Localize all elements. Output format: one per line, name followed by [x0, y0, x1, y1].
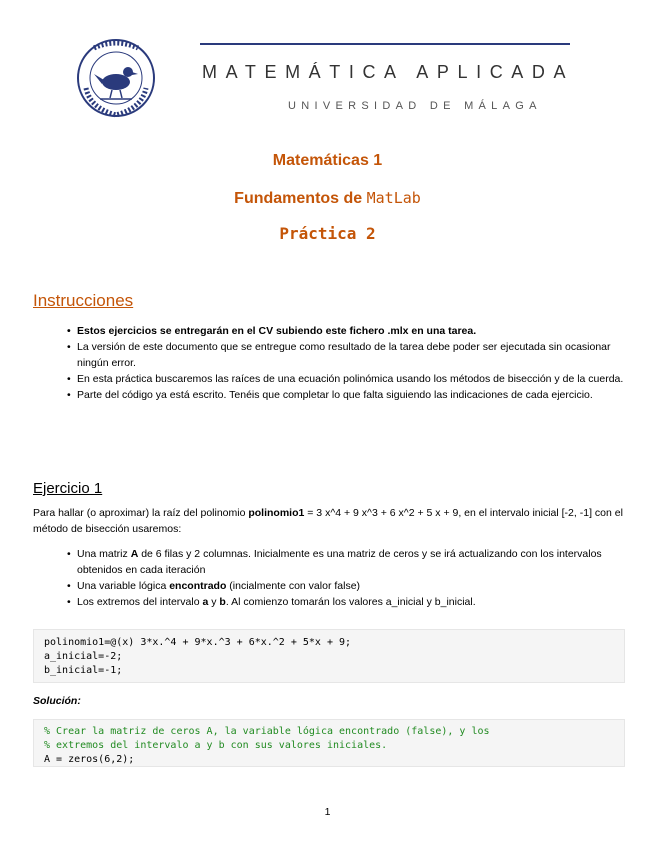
course-title: Matemáticas 1 — [272, 152, 383, 169]
item-bold: encontrado — [169, 580, 227, 592]
code-line: A = zeros(6,2); — [44, 754, 135, 765]
item-text: y — [208, 596, 220, 608]
code-line: b_inicial=-1; — [44, 665, 123, 676]
item-text: (incialmente con valor false) — [226, 580, 361, 592]
ejercicio1-heading: Ejercicio 1 — [33, 480, 103, 497]
university-name: UNIVERSIDAD DE MÁLAGA — [288, 100, 542, 112]
solucion-label: Solución: — [33, 695, 81, 707]
code-comment: % Crear la matriz de ceros A, la variable lógica encontrado (false), y los — [44, 726, 490, 737]
item-text: Una matriz — [77, 548, 131, 560]
list-item: • Parte del código ya está escrito. Tenéis que completar lo que falta siguiendo las indicaciones de cada ejercicio. — [67, 387, 627, 403]
item-bold: a — [202, 596, 209, 608]
subtitle-mono: MatLab — [366, 189, 421, 207]
list-item: • Estos ejercicios se entregarán en el CV subiendo este fichero .mlx en una tarea. — [67, 323, 627, 339]
instrucciones-list — [67, 323, 627, 403]
list-item: • En esta práctica buscaremos las raíces de una ecuación polinómica usando los métodos de bisección y de la cuerda. — [67, 371, 627, 387]
list-item — [67, 578, 627, 594]
practice-title: Práctica 2 — [279, 224, 376, 243]
list-item: • La versión de este documento que se entregue como resultado de la tarea debe poder ser ejecutada sin ocasionar ningún error. — [67, 339, 627, 371]
code-block-2[interactable] — [33, 719, 625, 767]
item-text: Una variable lógica — [77, 580, 170, 592]
page-number: 1 — [324, 806, 331, 818]
item-bold: b — [219, 596, 226, 608]
code-comment: % extremos del intervalo a y b con sus valores iniciales. — [44, 740, 388, 751]
list-item — [67, 546, 627, 578]
item-text: Los extremos del intervalo — [77, 596, 203, 608]
item-text: . Al comienzo tomarán los valores a_inicial y b_inicial. — [225, 596, 476, 608]
subtitle-prefix: Fundamentos de — [234, 190, 367, 207]
ejercicio1-intro — [33, 505, 623, 537]
code-line: polinomio1=@(x) 3*x.^4 + 9*x.^3 + 6*x.^2 + 5*x + 9; — [44, 637, 352, 648]
intro-text-b: = 3 x^4 + 9 x^3 + 6 x^2 + 5 x + 9, en el intervalo inicial [-2, -1] con el método de bisección usaremos: — [33, 507, 623, 535]
ejercicio1-list — [67, 546, 627, 610]
item-bold: A — [130, 548, 139, 560]
code-block-1[interactable] — [33, 629, 625, 683]
department-name: MATEMÁTICA APLICADA — [202, 62, 575, 82]
code-line: a_inicial=-2; — [44, 651, 123, 662]
item-text: de 6 filas y 2 columnas. Inicialmente es una matriz de ceros y se irá actualizando con los intervalos obtenidos en cada iteración — [77, 548, 602, 576]
list-item — [67, 594, 627, 610]
university-seal-logo — [76, 38, 156, 118]
intro-text-a: Para hallar (o aproximar) la raíz del polinomio — [33, 507, 249, 519]
intro-polynomial-name: polinomio1 — [248, 507, 305, 519]
instrucciones-heading: Instrucciones — [33, 291, 134, 310]
subtitle — [0, 189, 655, 208]
header-rule — [200, 43, 570, 45]
